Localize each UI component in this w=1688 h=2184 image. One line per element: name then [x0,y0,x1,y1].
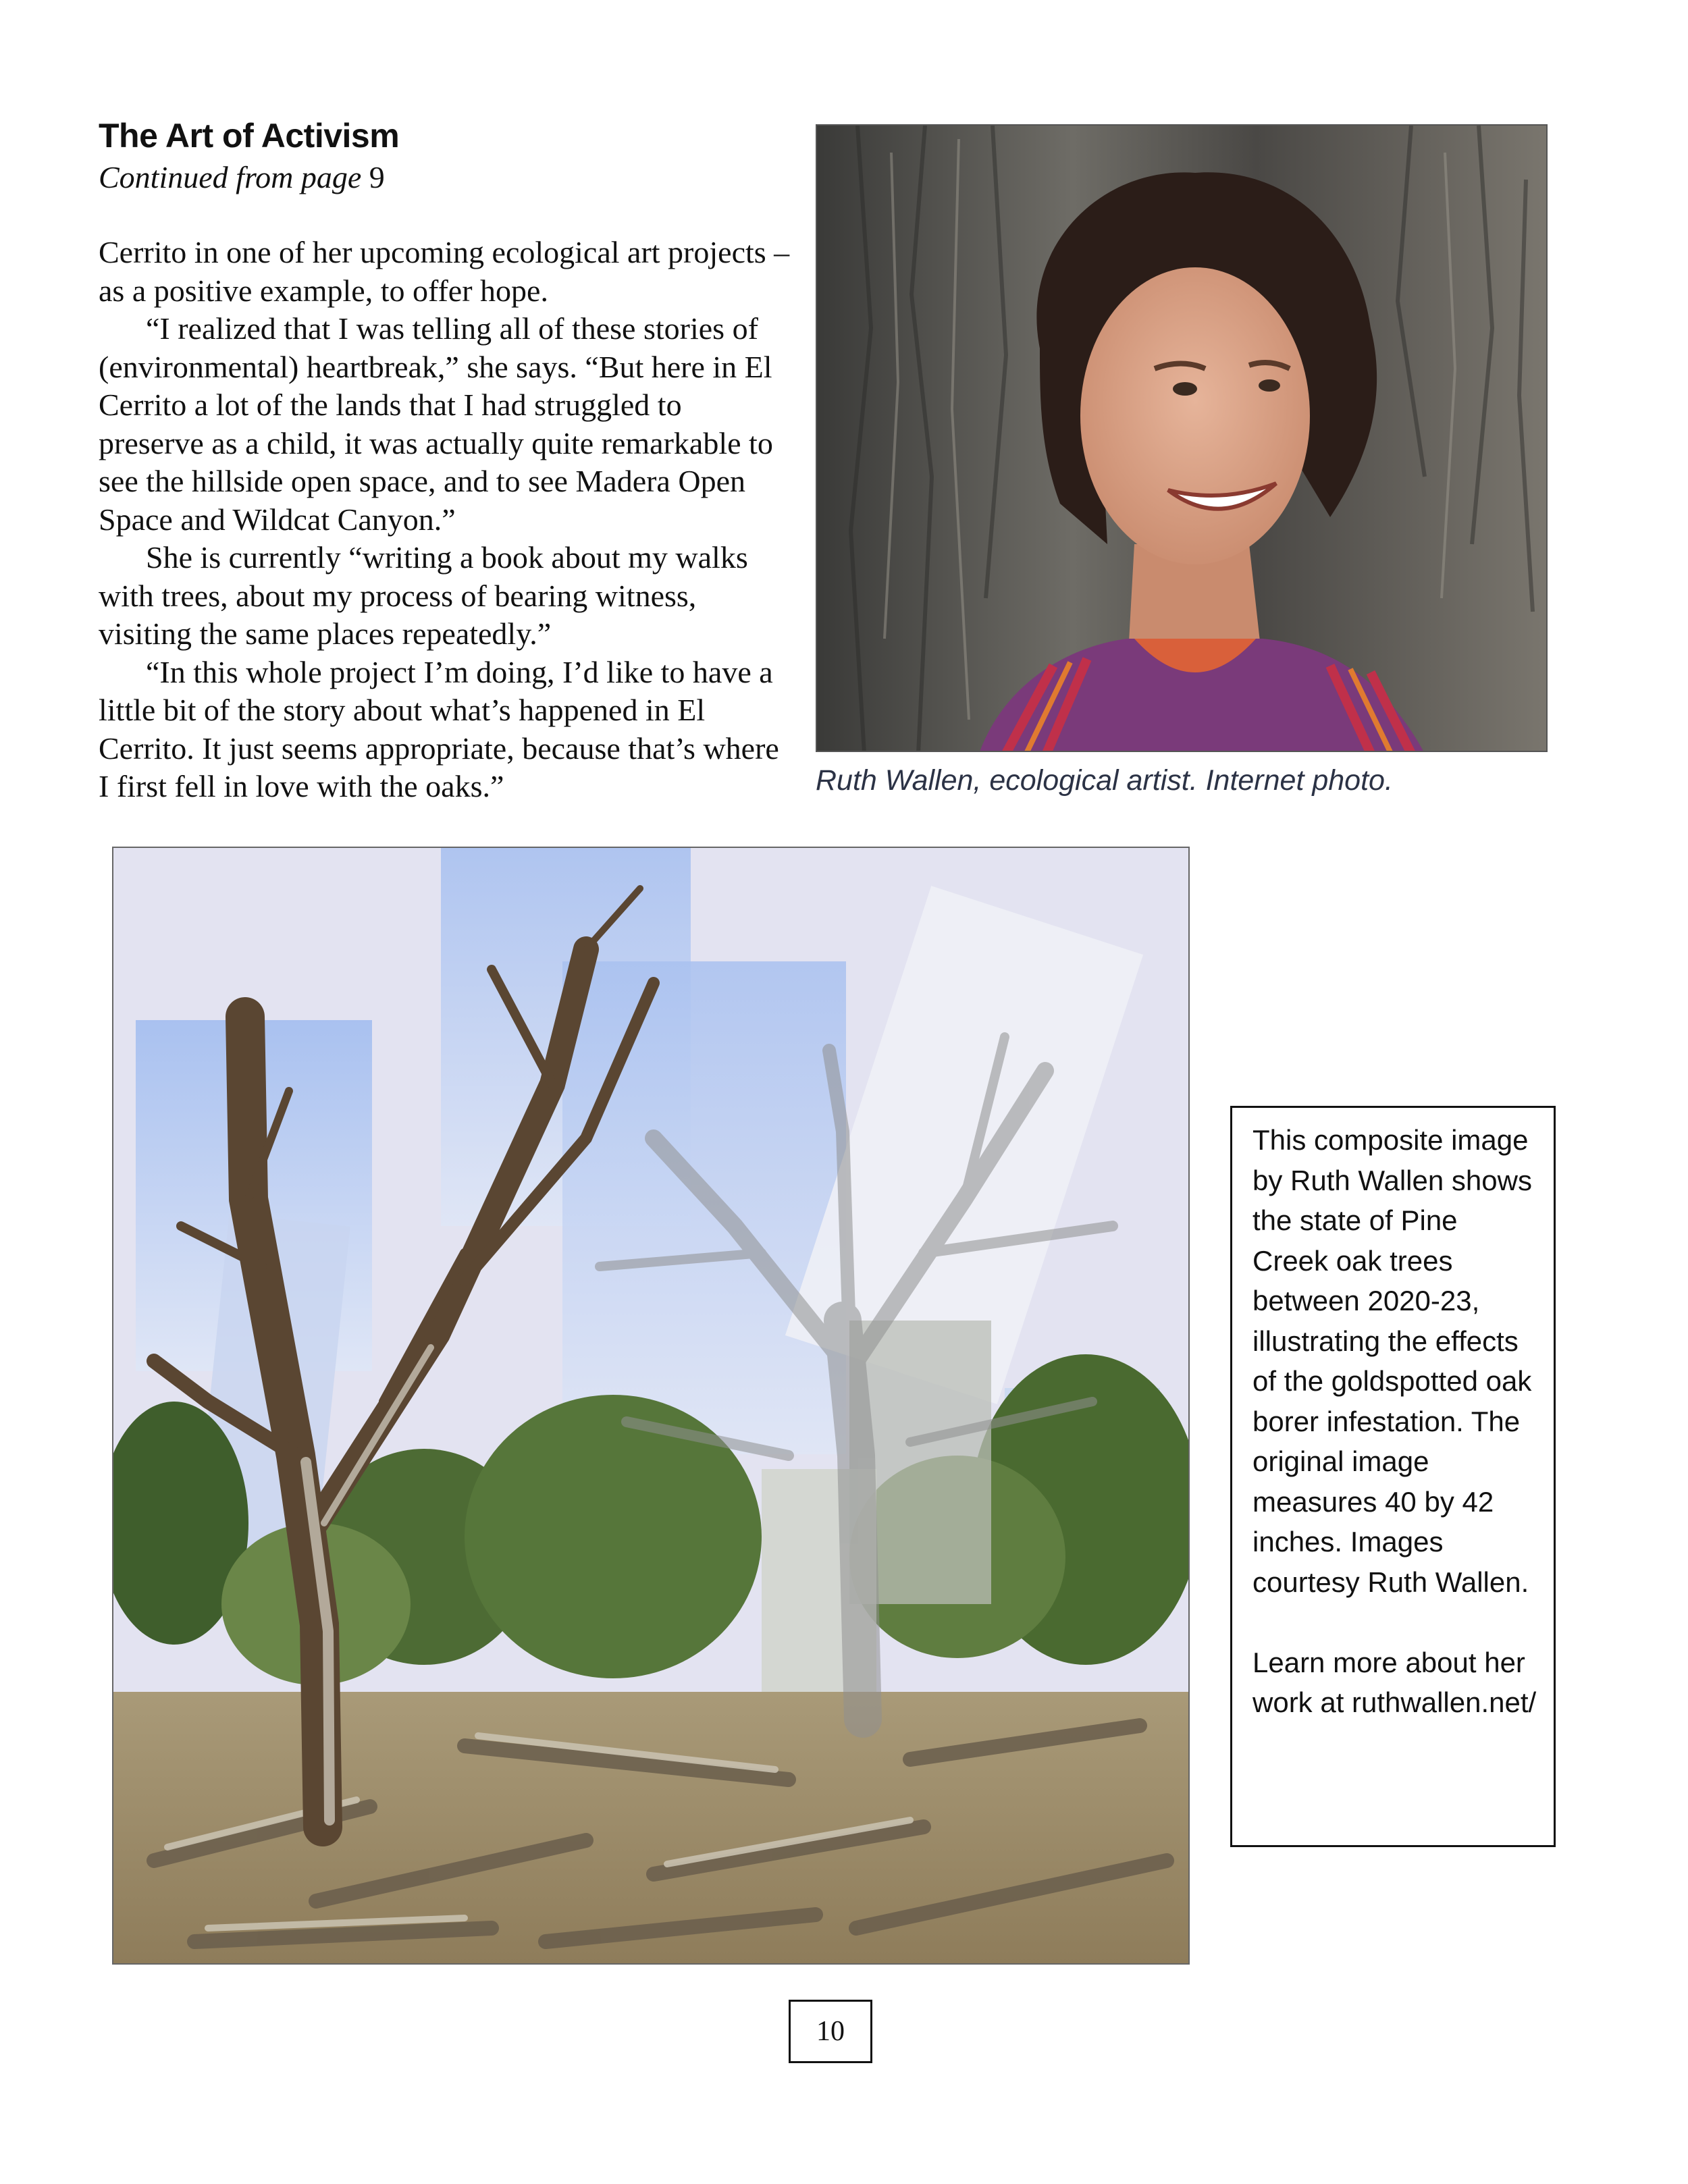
article-paragraph-4: “In this whole project I’m doing, I’d like to have a little bit of the story about what’s happened in El Cerrito. It just seems appropriate, because that’s where I first fell in love with the oaks.” [99,654,779,803]
article-paragraph-3: She is currently “writing a book about my walks with trees, about my process of bearing witness, visiting the same places repeatedly.” [99,540,748,651]
article-body [99,234,794,806]
continued-page: 9 [369,160,385,194]
article-paragraph-1: Cerrito in one of her upcoming ecological art projects – as a positive example, to offer hope. [99,235,790,308]
photo-caption: Ruth Wallen, ecological artist. Internet photo. [816,764,1393,797]
article-title: The Art of Activism [99,117,400,155]
page-number: 10 [789,2000,872,2063]
learn-more-text: Learn more about her work at ruthwallen.net/ [1252,1646,1537,1718]
article-paragraph-2: “I realized that I was telling all of these stories of (environmental) heartbreak,” she says. “But here in El Cerrito a lot of the lands that I had struggled to preserve as a child, it was actually quite remarkable to see the hillside open space, and to see Madera Open Space and Wildcat Canyon.” [99,311,773,537]
composite-tree-image [112,847,1190,1965]
continued-note [99,157,385,198]
image-info-box [1230,1106,1556,1847]
image-description: This composite image by Ruth Wallen shows the state of Pine Creek oak trees between 2020-23, illustrating the effects of the goldspotted oak borer infestation. The original image measures 40 by 42 inches. Images courtesy Ruth Wallen. [1252,1124,1532,1598]
portrait-photo [816,124,1548,752]
continued-label: Continued from page [99,160,362,194]
